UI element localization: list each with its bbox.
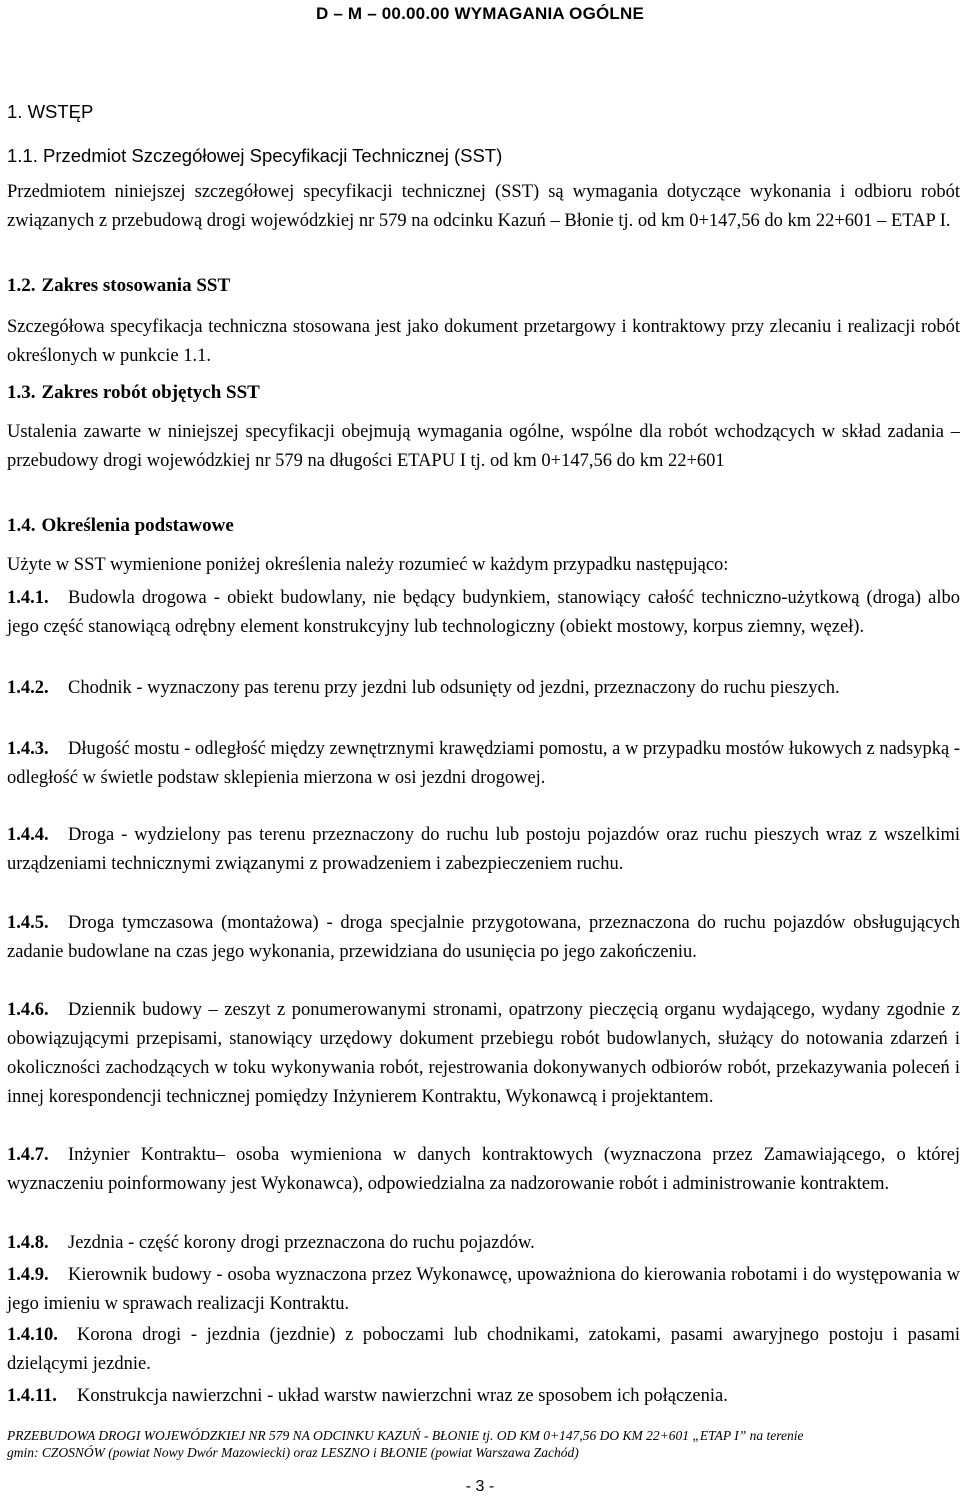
section-1-heading [7, 97, 960, 126]
definition-item [7, 584, 960, 642]
definition-number: 1.4.7. [7, 1145, 49, 1165]
definition-item [7, 1382, 960, 1411]
section-1-1-text: Przedmiotem niniejszej szczegółowej specyfikacji technicznej (SST) są wymagania dotyczące wykonania i odbioru robót związanych z przebudową drogi wojewódzkiej nr 579 na odcinku Kazuń – Błonie tj. od km 0+147,56 do km 22+601 – ETAP I. [7, 182, 960, 231]
section-number: 1. [7, 101, 23, 122]
page-footer [7, 1427, 960, 1461]
definition-number: 1.4.5. [7, 913, 49, 933]
section-number: 1.4. [7, 515, 36, 536]
section-number: 1.2. [7, 275, 36, 296]
definition-item [7, 735, 960, 793]
page-number: - 3 - [465, 1478, 495, 1495]
definition-item [7, 1229, 960, 1258]
definition-item [7, 674, 960, 703]
section-1-1-heading [7, 141, 960, 170]
definition-text: Jezdnia - część korony drogi przeznaczona do ruchu pojazdów. [68, 1233, 535, 1253]
page-header: D – M – 00.00.00 WYMAGANIA OGÓLNE [315, 4, 645, 23]
definition-number: 1.4.8. [7, 1233, 49, 1253]
section-number: 1.3. [7, 382, 36, 403]
definition-text: Droga - wydzielony pas terenu przeznaczony do ruchu lub postoju pojazdów oraz ruchu pieszych wraz z wszelkimi urządzeniami technicznymi związanymi z prowadzeniem i zabezpieczeniem ruchu. [7, 825, 960, 874]
definition-number: 1.4.2. [7, 678, 49, 698]
section-1-3-text: Ustalenia zawarte w niniejszej specyfikacji obejmują wymagania ogólne, wspólne dla robót wchodzących w skład zadania – przebudowy drogi wojewódzkiej nr 579 na długości ETAPU I tj. od km 0+147,56 do km 22+601 [7, 422, 960, 471]
section-1-4-heading [7, 511, 960, 540]
footer-line: gmin: CZOSNÓW (powiat Nowy Dwór Mazowiecki) oraz LESZNO i BŁONIE (powiat Warszawa Zachód) [7, 1445, 579, 1460]
definition-item [7, 996, 960, 1112]
definition-item [7, 1141, 960, 1199]
definition-item [7, 1321, 960, 1379]
definition-text: Budowla drogowa - obiekt budowlany, nie będący budynkiem, stanowiący całość techniczno-użytkową (droga) albo jego część stanowiącą odrębny element konstrukcyjny lub technologiczny (obiekt mostowy, korpus ziemny, węzeł). [7, 588, 960, 637]
definition-text: Droga tymczasowa (montażowa) - droga specjalnie przygotowana, przeznaczona do ruchu pojazdów obsługujących zadanie budowlane na czas jego wykonania, przewidziana do usunięcia po jego zakończeniu. [7, 913, 960, 962]
definition-item [7, 909, 960, 967]
section-title: Zakres stosowania SST [41, 275, 231, 296]
section-title: Przedmiot Szczegółowej Specyfikacji Technicznej (SST) [43, 145, 503, 166]
definition-number: 1.4.6. [7, 1000, 49, 1020]
definition-number: 1.4.3. [7, 739, 49, 759]
definition-number: 1.4.10. [7, 1325, 58, 1345]
section-title: Określenia podstawowe [41, 515, 234, 536]
definition-item [7, 1261, 960, 1319]
definition-text: Korona drogi - jezdnia (jezdnie) z poboczami lub chodnikami, zatokami, pasami awaryjnego postoju i pasami dzielącymi jezdnie. [7, 1325, 960, 1374]
definition-text: Inżynier Kontraktu– osoba wymieniona w danych kontraktowych (wyznaczona przez Zamawiającego, o której wyznaczeniu poinformowany jest Wykonawca), odpowiedzialna za nadzorowanie robót i administrowanie kontraktem. [7, 1145, 960, 1194]
definition-text: Długość mostu - odległość między zewnętrznymi krawędziami pomostu, a w przypadku mostów łukowych z nadsypką - odległość w świetle podstaw sklepienia mierzona w osi jezdni drogowej. [7, 739, 960, 788]
definition-text: Konstrukcja nawierzchni - układ warstw nawierzchni wraz ze sposobem ich połączenia. [77, 1386, 728, 1406]
definition-item [7, 821, 960, 879]
section-title: Zakres robót objętych SST [41, 382, 260, 403]
definition-number: 1.4.9. [7, 1265, 49, 1285]
definition-text: Kierownik budowy - osoba wyznaczona przez Wykonawcę, upoważniona do kierowania robotami i do występowania w jego imieniu w sprawach realizacji Kontraktu. [7, 1265, 960, 1314]
definition-number: 1.4.1. [7, 588, 49, 608]
definition-text: Chodnik - wyznaczony pas terenu przy jezdni lub odsunięty od jezdni, przeznaczony do ruchu pieszych. [68, 678, 840, 698]
footer-line: PRZEBUDOWA DROGI WOJEWÓDZKIEJ NR 579 NA ODCINKU KAZUŃ - BŁONIE tj. OD KM 0+147,56 DO KM 22+601 „ETAP I” na terenie [7, 1428, 804, 1443]
definition-number: 1.4.4. [7, 825, 49, 845]
definition-text: Dziennik budowy – zeszyt z ponumerowanymi stronami, opatrzony pieczęcią organu wydającego, wydany zgodnie z obowiązującymi przepisami, stanowiący urzędowy dokument przebiegu robót budowlanych, służący do notowania zdarzeń i okoliczności zachodzących w toku wykonywania robót, rejestrowania dokonywanych odbiorów robót, przekazywania poleceń i innej korespondencji technicznej pomiędzy Inżynierem Kontraktu, Wykonawcą i projektantem. [7, 1000, 960, 1107]
section-number: 1.1. [7, 145, 38, 166]
section-1-2-text: Szczegółowa specyfikacja techniczna stosowana jest jako dokument przetargowy i kontraktowy przy zlecaniu i realizacji robót określonych w punkcie 1.1. [7, 317, 960, 366]
definition-number: 1.4.11. [7, 1386, 57, 1406]
section-1-3-heading [7, 378, 960, 407]
section-1-4-intro: Użyte w SST wymienione poniżej określenia należy rozumieć w każdym przypadku następująco: [7, 555, 729, 575]
section-title: WSTĘP [27, 101, 94, 122]
section-1-2-heading [7, 271, 960, 300]
